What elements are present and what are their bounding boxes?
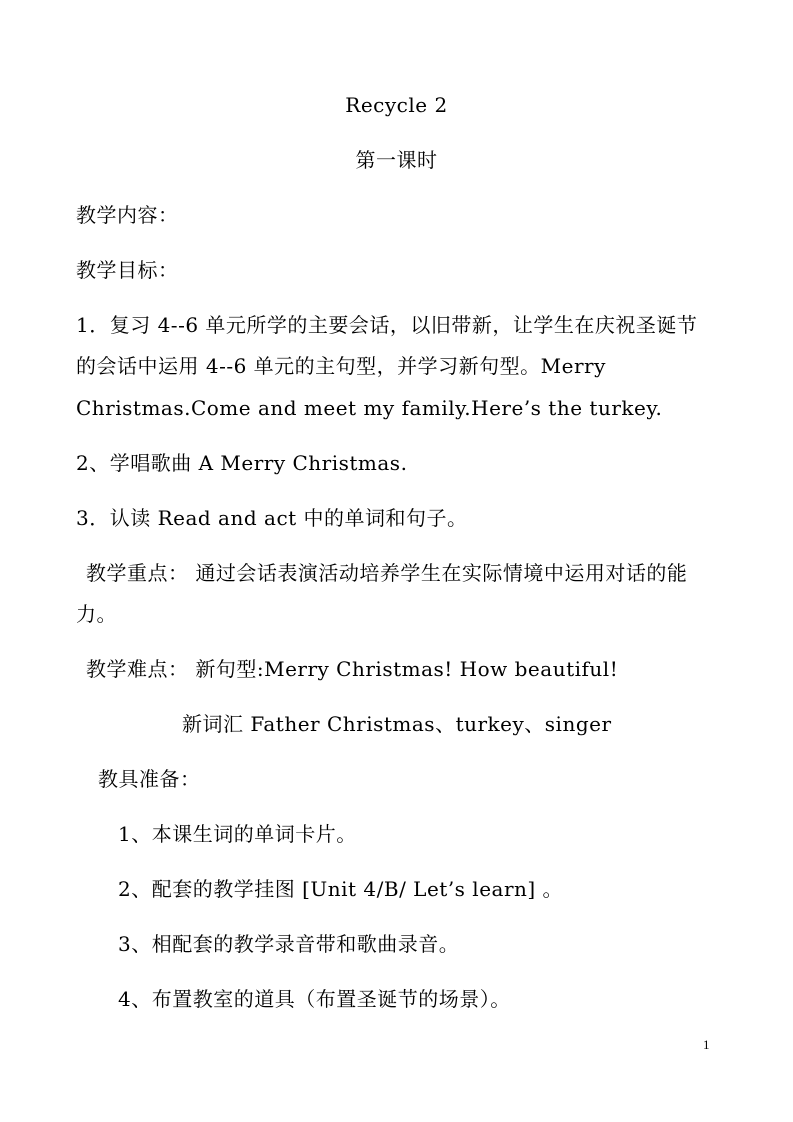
objective-1-line-2: 的会话中运用 4--6 单元的主句型，并学习新句型。Merry [76, 354, 606, 378]
teaching-aid-item: 4、布置教室的道具（布置圣诞节的场景）。 [118, 987, 511, 1011]
page-number: 1 [703, 1037, 710, 1052]
teaching-content-label: 教学内容： [76, 203, 179, 227]
objective-1-line-3: Christmas.Come and meet my family.Here’s the turkey. [76, 396, 663, 420]
teaching-aid-item: 3、相配套的教学录音带和歌曲录音。 [118, 932, 460, 956]
objective-1-line-1: 1．复习 4--6 单元所学的主要会话，以旧带新，让学生在庆祝圣诞节 [76, 313, 698, 337]
teaching-aids-label: 教具准备： [98, 767, 201, 791]
difficulty-line-1: 教学难点： 新句型:Merry Christmas! How beautiful! [86, 657, 619, 681]
objective-2: 2、学唱歌曲 A Merry Christmas. [76, 451, 408, 475]
teaching-objectives-label: 教学目标： [76, 258, 179, 282]
lesson-subtitle: 第一课时 [355, 148, 438, 172]
teaching-aid-item: 1、本课生词的单词卡片。 [118, 822, 357, 846]
key-point-line-2: 力。 [76, 602, 117, 626]
objective-3: 3．认读 Read and act 中的单词和句子。 [76, 506, 468, 530]
document-title: Recycle 2 [345, 93, 448, 117]
key-point-line-1: 教学重点： 通过会话表演活动培养学生在实际情境中运用对话的能 [86, 561, 688, 585]
teaching-aid-item: 2、配套的教学挂图 [Unit 4/B/ Let’s learn] 。 [118, 877, 564, 901]
difficulty-line-2: 新词汇 Father Christmas、turkey、singer [182, 712, 612, 736]
